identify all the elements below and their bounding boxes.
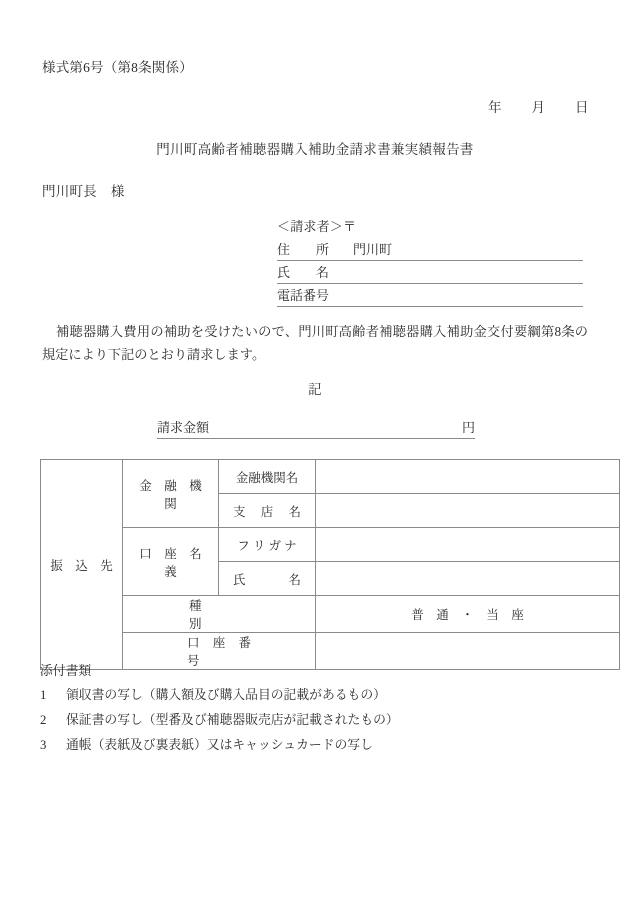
attachment-text: 領収書の写し（購入額及び購入品目の記載があるもの） [66,688,386,703]
ki-marker: 記 [308,382,322,397]
addressee [42,183,125,201]
attachment-text: 保証書の写し（型番及び補聴器販売店が記載されたもの） [66,713,399,728]
date-year-label: 年 [488,100,502,115]
claim-amount-row[interactable] [157,418,475,439]
transfer-destination-header: 振 込 先 [41,460,123,670]
list-item [40,683,600,708]
category-account-type [123,596,316,633]
claimant-address-label: 住 所 [277,242,330,257]
claim-amount-label: 請求金額 [157,420,210,435]
bank-transfer-table [40,459,620,670]
table-row [41,460,620,494]
table-row [41,596,620,633]
category-account-number-text: 口 座 番 号 [187,636,264,668]
claimant-tel-row[interactable] [277,285,583,307]
sub-label-furigana: フ リ ガ ナ [219,528,316,562]
claimant-address-row[interactable] [277,239,583,261]
value-holder-name[interactable] [316,562,620,596]
sub-label-holder-name [219,562,316,596]
value-institution-name[interactable] [316,460,620,494]
body-paragraph: 補聴器購入費用の補助を受けたいので、門川町高齢者補聴器購入補助金交付要綱第8条の規定により下記のとおり請求します。 [42,324,588,363]
date-line [488,99,589,117]
list-item [40,708,600,733]
claimant-name-label: 氏 名 [277,265,330,280]
date-day-label: 日 [575,100,589,115]
attachment-number: 1 [40,688,47,703]
attachment-number: 3 [40,738,47,753]
claimant-tel-label: 電話番号 [277,288,330,303]
attachment-text: 通帳（表紙及び裏表紙）又はキャッシュカードの写し [66,738,373,753]
attachment-number: 2 [40,713,47,728]
sub-label-holder-name-text: 氏 名 [233,572,301,587]
category-account-holder: 口 座 名 義 [123,528,219,596]
value-account-type-options[interactable]: 普 通 ・ 当 座 [316,596,620,633]
category-financial-institution: 金 融 機 関 [123,460,219,528]
claimant-address-value: 門川町 [353,242,393,257]
attachments-section [40,659,600,758]
form-number: 様式第6号（第8条関係） [42,60,193,75]
sub-label-branch-name [219,494,316,528]
claimant-heading: ＜請求者＞〒 [277,219,357,234]
value-branch-name[interactable] [316,494,620,528]
category-account-type-text: 種 別 [189,599,240,631]
attachments-title: 添付書類 [40,664,92,678]
table-row [41,528,620,562]
claim-amount-unit: 円 [461,420,475,435]
addressee-name: 門川町長 [42,184,97,199]
value-furigana[interactable] [316,528,620,562]
claimant-name-row[interactable] [277,262,583,284]
sub-label-branch-name-text: 支 店 名 [233,504,301,519]
date-month-label: 月 [531,100,545,115]
attachments-list [40,683,600,758]
list-item [40,733,600,758]
document-title: 門川町高齢者補聴器購入補助金請求書兼実績報告書 [156,142,474,157]
sub-label-institution-name: 金融機関名 [219,460,316,494]
addressee-honorific: 様 [110,184,125,199]
